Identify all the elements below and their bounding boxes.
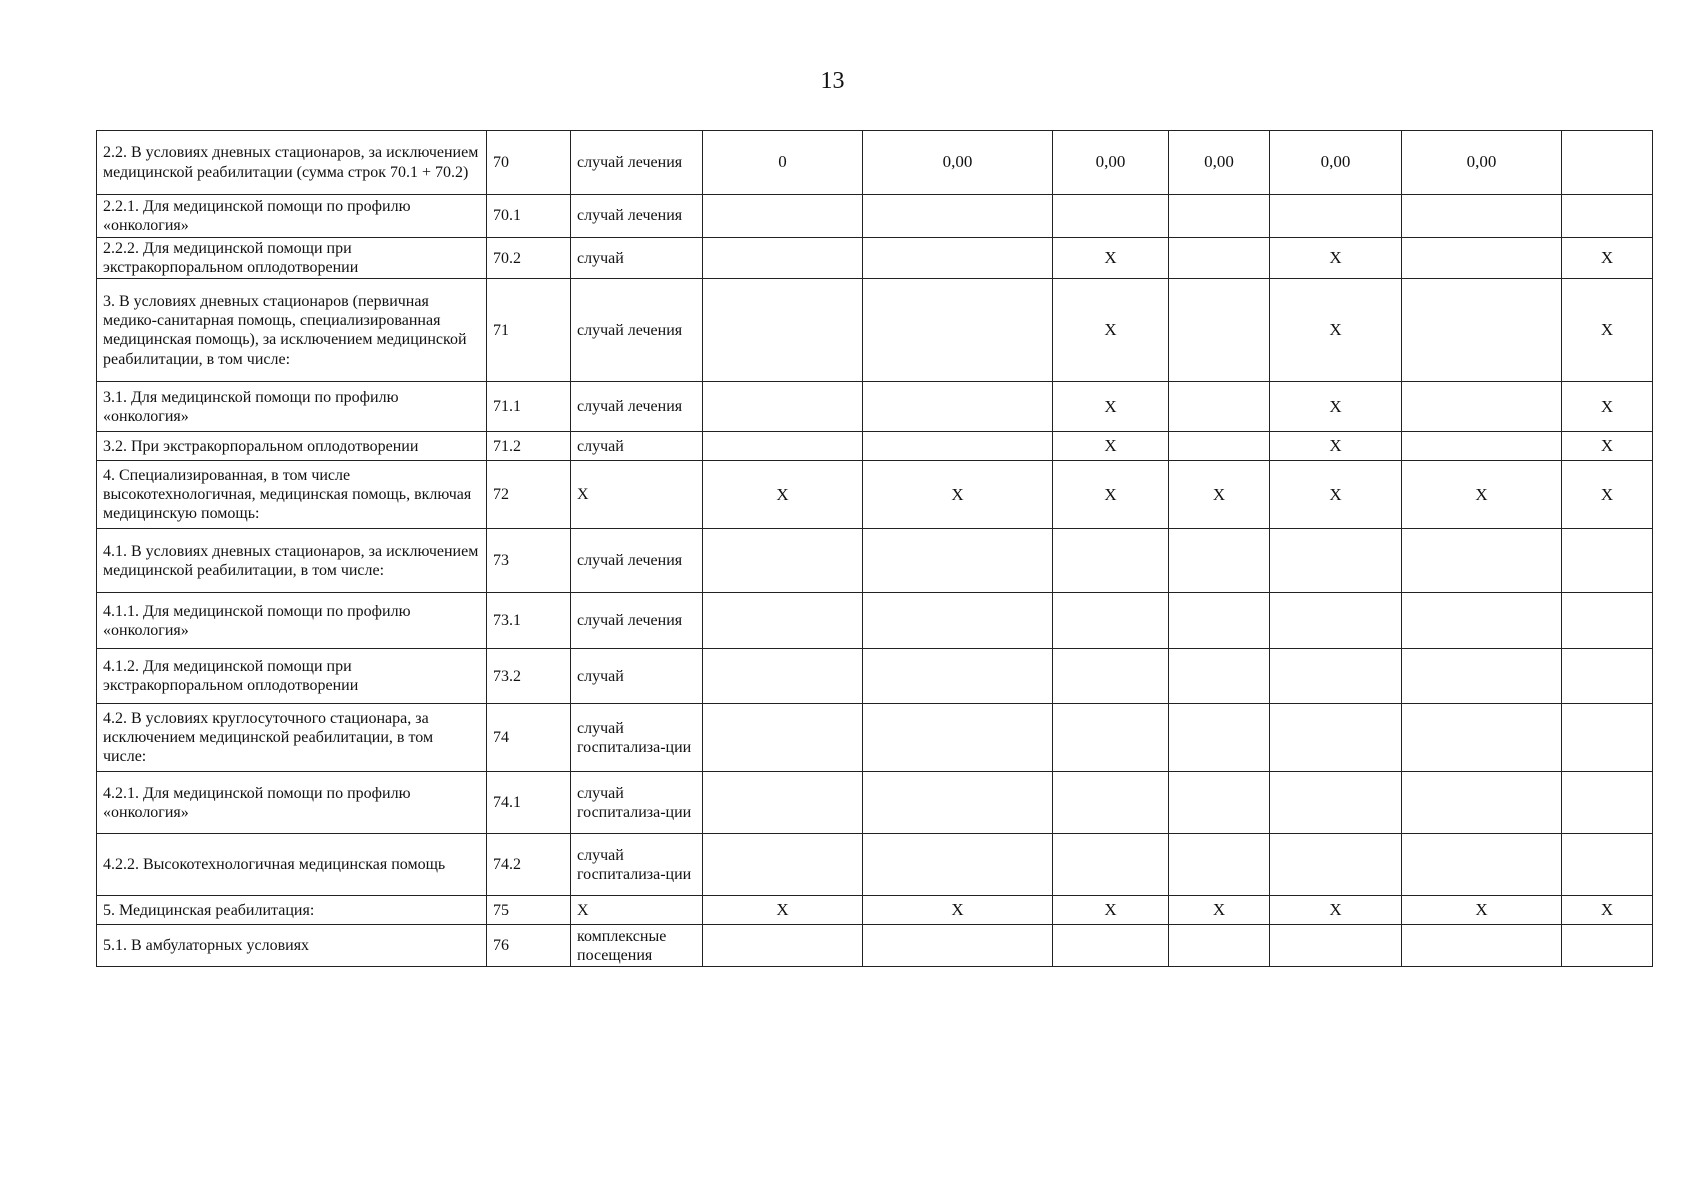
row-code: 74.2: [487, 834, 571, 896]
row-value-cell: X: [703, 896, 863, 925]
row-value-cell: [1053, 195, 1169, 238]
row-value-cell: [1169, 593, 1270, 649]
row-value-cell: X: [1562, 896, 1653, 925]
row-value-cell: [1053, 704, 1169, 772]
row-value-cell: [1402, 382, 1562, 432]
row-value-cell: [1562, 529, 1653, 593]
row-value-cell: X: [1402, 896, 1562, 925]
row-value-cell: 0,00: [863, 131, 1053, 195]
row-unit: случай лечения: [571, 382, 703, 432]
row-value-cell: [1402, 593, 1562, 649]
row-code: 71.1: [487, 382, 571, 432]
row-label: 2.2.2. Для медицинской помощи при экстракорпоральном оплодотворении: [97, 238, 487, 279]
row-value-cell: X: [1270, 432, 1402, 461]
row-value-cell: X: [1053, 461, 1169, 529]
table-row: [97, 704, 1653, 772]
row-label: 3.1. Для медицинской помощи по профилю «онкология»: [97, 382, 487, 432]
table-row: [97, 131, 1653, 195]
row-value-cell: X: [863, 461, 1053, 529]
row-value-cell: [1270, 529, 1402, 593]
row-value-cell: X: [1270, 382, 1402, 432]
row-value-cell: [1402, 238, 1562, 279]
row-value-cell: [703, 593, 863, 649]
row-value-cell: [1053, 925, 1169, 967]
row-value-cell: [703, 432, 863, 461]
row-value-cell: [703, 382, 863, 432]
row-value-cell: [1270, 772, 1402, 834]
row-value-cell: [1169, 279, 1270, 382]
row-value-cell: [1169, 834, 1270, 896]
row-value-cell: [703, 238, 863, 279]
row-code: 70.1: [487, 195, 571, 238]
row-value-cell: [1402, 772, 1562, 834]
row-value-cell: X: [863, 896, 1053, 925]
table-row: [97, 593, 1653, 649]
row-value-cell: X: [1562, 382, 1653, 432]
row-value-cell: 0,00: [1270, 131, 1402, 195]
row-value-cell: [1169, 238, 1270, 279]
row-label: 5.1. В амбулаторных условиях: [97, 925, 487, 967]
row-value-cell: X: [1270, 461, 1402, 529]
row-label: 5. Медицинская реабилитация:: [97, 896, 487, 925]
row-value-cell: [1562, 195, 1653, 238]
row-value-cell: [1270, 704, 1402, 772]
row-value-cell: [1562, 131, 1653, 195]
row-value-cell: X: [1053, 896, 1169, 925]
row-value-cell: [1053, 593, 1169, 649]
row-value-cell: [1402, 649, 1562, 704]
row-unit: X: [571, 896, 703, 925]
row-value-cell: [863, 238, 1053, 279]
row-unit: случай лечения: [571, 593, 703, 649]
row-value-cell: [863, 649, 1053, 704]
row-code: 73.2: [487, 649, 571, 704]
row-value-cell: [1169, 772, 1270, 834]
row-value-cell: [1562, 649, 1653, 704]
row-value-cell: 0,00: [1053, 131, 1169, 195]
row-unit: случай: [571, 238, 703, 279]
row-value-cell: [703, 195, 863, 238]
row-value-cell: [1169, 382, 1270, 432]
row-value-cell: [1053, 529, 1169, 593]
row-value-cell: [1169, 649, 1270, 704]
table-row: [97, 834, 1653, 896]
row-value-cell: X: [1053, 432, 1169, 461]
row-value-cell: X: [1053, 238, 1169, 279]
table-row: [97, 238, 1653, 279]
row-label: 4.1.2. Для медицинской помощи при экстракорпоральном оплодотворении: [97, 649, 487, 704]
row-value-cell: [863, 279, 1053, 382]
row-value-cell: 0,00: [1169, 131, 1270, 195]
row-value-cell: X: [1562, 238, 1653, 279]
row-value-cell: [1053, 772, 1169, 834]
row-value-cell: [1169, 925, 1270, 967]
row-label: 2.2.1. Для медицинской помощи по профилю «онкология»: [97, 195, 487, 238]
row-value-cell: [1270, 195, 1402, 238]
row-label: 4.1.1. Для медицинской помощи по профилю «онкология»: [97, 593, 487, 649]
row-value-cell: X: [1270, 238, 1402, 279]
row-code: 74: [487, 704, 571, 772]
row-value-cell: [1169, 704, 1270, 772]
row-value-cell: [1562, 704, 1653, 772]
row-code: 73: [487, 529, 571, 593]
table-row: [97, 195, 1653, 238]
row-value-cell: X: [703, 461, 863, 529]
row-unit: случай лечения: [571, 279, 703, 382]
row-value-cell: [1270, 834, 1402, 896]
row-value-cell: [863, 195, 1053, 238]
row-label: 2.2. В условиях дневных стационаров, за исключением медицинской реабилитации (сумма строк 70.1 + 70.2): [97, 131, 487, 195]
row-unit: случай госпитализа-ции: [571, 772, 703, 834]
row-value-cell: [863, 704, 1053, 772]
row-code: 75: [487, 896, 571, 925]
row-value-cell: 0: [703, 131, 863, 195]
row-value-cell: [1169, 529, 1270, 593]
row-value-cell: X: [1270, 896, 1402, 925]
row-unit: случай: [571, 432, 703, 461]
row-unit: случай лечения: [571, 195, 703, 238]
row-code: 70.2: [487, 238, 571, 279]
row-value-cell: [1402, 195, 1562, 238]
row-code: 74.1: [487, 772, 571, 834]
row-value-cell: [863, 834, 1053, 896]
row-value-cell: [1270, 649, 1402, 704]
row-value-cell: [1402, 704, 1562, 772]
table-row: [97, 279, 1653, 382]
row-value-cell: [1402, 279, 1562, 382]
row-value-cell: [1562, 772, 1653, 834]
row-value-cell: [863, 529, 1053, 593]
data-table: [96, 130, 1653, 967]
row-value-cell: [703, 834, 863, 896]
row-code: 72: [487, 461, 571, 529]
row-value-cell: 0,00: [1402, 131, 1562, 195]
row-value-cell: [1053, 649, 1169, 704]
row-value-cell: [1053, 834, 1169, 896]
row-value-cell: [863, 382, 1053, 432]
page-number: 13: [820, 68, 845, 94]
table-row: [97, 432, 1653, 461]
row-value-cell: [863, 772, 1053, 834]
row-unit: X: [571, 461, 703, 529]
row-code: 73.1: [487, 593, 571, 649]
row-label: 4.1. В условиях дневных стационаров, за исключением медицинской реабилитации, в том числе:: [97, 529, 487, 593]
row-label: 4.2. В условиях круглосуточного стационара, за исключением медицинской реабилитации, в том числе:: [97, 704, 487, 772]
row-code: 70: [487, 131, 571, 195]
row-value-cell: [863, 432, 1053, 461]
row-label: 3.2. При экстракорпоральном оплодотворении: [97, 432, 487, 461]
row-value-cell: X: [1562, 279, 1653, 382]
row-unit: комплексные посещения: [571, 925, 703, 967]
row-value-cell: X: [1270, 279, 1402, 382]
row-value-cell: [1562, 834, 1653, 896]
row-value-cell: X: [1053, 279, 1169, 382]
row-value-cell: X: [1402, 461, 1562, 529]
row-value-cell: X: [1562, 461, 1653, 529]
row-value-cell: [1270, 925, 1402, 967]
row-value-cell: [703, 704, 863, 772]
row-code: 76: [487, 925, 571, 967]
row-unit: случай: [571, 649, 703, 704]
table-row: [97, 529, 1653, 593]
row-unit: случай госпитализа-ции: [571, 704, 703, 772]
row-value-cell: [1169, 195, 1270, 238]
row-label: 4.2.2. Высокотехнологичная медицинская помощь: [97, 834, 487, 896]
row-value-cell: [703, 279, 863, 382]
row-label: 4.2.1. Для медицинской помощи по профилю «онкология»: [97, 772, 487, 834]
table-row: [97, 382, 1653, 432]
row-value-cell: [1402, 432, 1562, 461]
row-value-cell: [1562, 925, 1653, 967]
row-value-cell: [1402, 529, 1562, 593]
row-value-cell: [1169, 432, 1270, 461]
row-code: 71.2: [487, 432, 571, 461]
row-value-cell: X: [1169, 896, 1270, 925]
row-unit: случай лечения: [571, 529, 703, 593]
row-value-cell: [863, 925, 1053, 967]
table-row: [97, 772, 1653, 834]
row-value-cell: X: [1169, 461, 1270, 529]
row-value-cell: X: [1562, 432, 1653, 461]
row-value-cell: [1562, 593, 1653, 649]
row-value-cell: [703, 772, 863, 834]
row-value-cell: [1402, 925, 1562, 967]
row-value-cell: [1270, 593, 1402, 649]
row-value-cell: [703, 529, 863, 593]
row-code: 71: [487, 279, 571, 382]
row-value-cell: [703, 649, 863, 704]
row-label: 4. Специализированная, в том числе высокотехнологичная, медицинская помощь, включая медицинскую помощь:: [97, 461, 487, 529]
table-row: [97, 896, 1653, 925]
row-unit: случай госпитализа-ции: [571, 834, 703, 896]
table-row: [97, 461, 1653, 529]
table-row: [97, 649, 1653, 704]
row-value-cell: X: [1053, 382, 1169, 432]
row-label: 3. В условиях дневных стационаров (первичная медико-санитарная помощь, специализированная медицинская помощь), за исключением медицинской реабилитации, в том числе:: [97, 279, 487, 382]
row-value-cell: [1402, 834, 1562, 896]
row-value-cell: [863, 593, 1053, 649]
table-row: [97, 925, 1653, 967]
row-value-cell: [703, 925, 863, 967]
row-unit: случай лечения: [571, 131, 703, 195]
